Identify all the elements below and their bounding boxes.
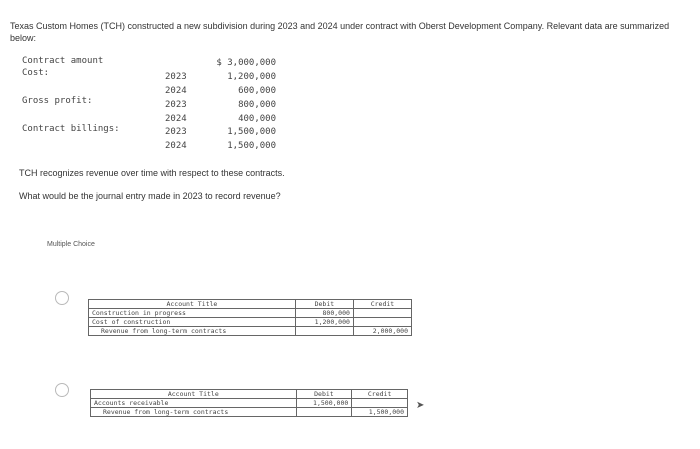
option-b-row2-credit: 1,500,000 xyxy=(352,408,408,417)
gp-year-2023: 2023 xyxy=(165,100,187,110)
option-b-header-credit: Credit xyxy=(352,390,408,399)
cost-label: Cost: xyxy=(22,68,50,78)
option-a-radio[interactable] xyxy=(55,291,69,305)
option-a-header-debit: Debit xyxy=(295,300,353,309)
problem-intro: Texas Custom Homes (TCH) constructed a new subdivision during 2023 and 2024 under contract with Oberst Development Company. Relevant data are summarized below: xyxy=(10,21,670,43)
contract-amount-value: $ 3,000,000 xyxy=(216,58,276,68)
gp-value-2024: 400,000 xyxy=(238,114,276,124)
option-b-header-debit: Debit xyxy=(296,390,352,399)
option-a-row2-debit: 1,200,000 xyxy=(295,318,353,327)
option-a-header-credit: Credit xyxy=(353,300,411,309)
option-b-journal-entry xyxy=(90,389,408,417)
option-b-row2-account: Revenue from long-term contracts xyxy=(91,408,297,417)
billings-value-2023: 1,500,000 xyxy=(227,127,276,137)
option-b-row1-account: Accounts receivable xyxy=(91,399,297,408)
option-a-row2-account: Cost of construction xyxy=(89,318,296,327)
option-a-row3-account: Revenue from long-term contracts xyxy=(89,327,296,336)
option-b-radio[interactable] xyxy=(55,383,69,397)
contract-amount-label: Contract amount xyxy=(22,56,104,66)
cost-value-2024: 600,000 xyxy=(238,86,276,96)
option-a-header-account: Account Title xyxy=(89,300,296,309)
option-a-row3-credit: 2,000,000 xyxy=(353,327,411,336)
contract-billings-label: Contract billings: xyxy=(22,124,120,134)
option-b-header-account: Account Title xyxy=(91,390,297,399)
option-a-row1-account: Construction in progress xyxy=(89,309,296,318)
cost-year-2024: 2024 xyxy=(165,86,187,96)
cost-year-2023: 2023 xyxy=(165,72,187,82)
billings-year-2024: 2024 xyxy=(165,141,187,151)
mouse-cursor-icon: ➤ xyxy=(416,400,425,411)
option-b-row1-debit: 1,500,000 xyxy=(296,399,352,408)
billings-value-2024: 1,500,000 xyxy=(227,141,276,151)
multiple-choice-label: Multiple Choice xyxy=(47,241,95,248)
revenue-statement: TCH recognizes revenue over time with respect to these contracts. xyxy=(19,168,285,178)
option-a-journal-entry xyxy=(88,299,412,336)
cost-value-2023: 1,200,000 xyxy=(227,72,276,82)
gp-value-2023: 800,000 xyxy=(238,100,276,110)
billings-year-2023: 2023 xyxy=(165,127,187,137)
option-a-row1-debit: 800,000 xyxy=(295,309,353,318)
question-text: What would be the journal entry made in 2023 to record revenue? xyxy=(19,191,281,201)
gp-year-2024: 2024 xyxy=(165,114,187,124)
gross-profit-label: Gross profit: xyxy=(22,96,93,106)
